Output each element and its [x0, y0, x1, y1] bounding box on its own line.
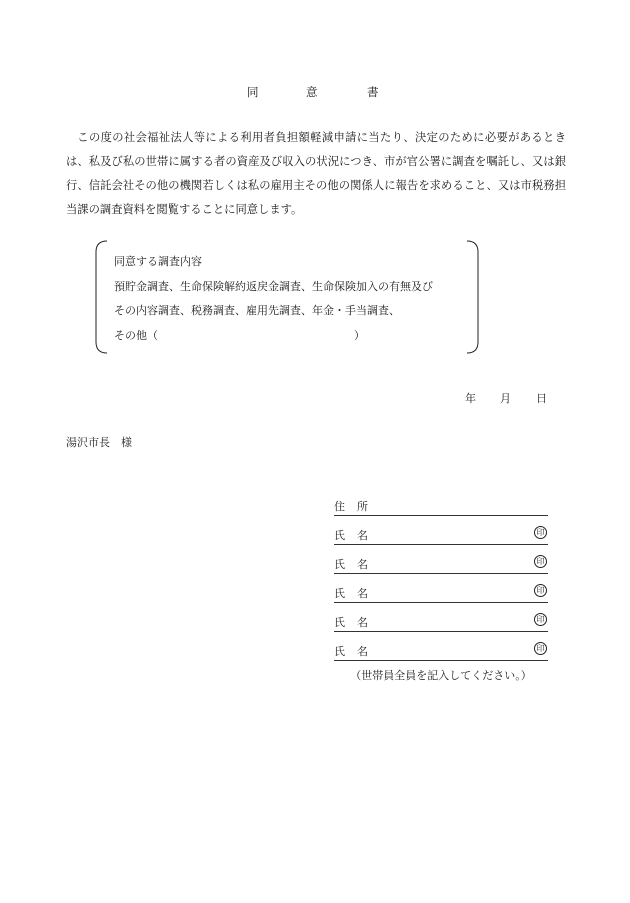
name-label-2: 名	[357, 616, 368, 629]
name-label-1: 氏	[334, 645, 345, 658]
name-label-2: 名	[357, 529, 368, 542]
address-label-2: 所	[357, 500, 368, 513]
name-label-1: 氏	[334, 587, 345, 600]
seal-icon: 印	[534, 526, 547, 539]
seal-icon: 印	[534, 642, 547, 655]
investigation-other	[114, 324, 433, 349]
name-field[interactable]	[334, 583, 548, 603]
household-note: （世帯員全員を記入してください。）	[350, 669, 532, 682]
title-char-2: 意	[306, 85, 318, 99]
seal-icon: 印	[534, 613, 547, 626]
address-field[interactable]	[334, 496, 548, 516]
name-field[interactable]	[334, 554, 548, 574]
seal-icon: 印	[534, 555, 547, 568]
seal-icon: 印	[534, 584, 547, 597]
date-year: 年	[465, 392, 476, 405]
date-day: 日	[536, 392, 547, 405]
address-label-1: 住	[334, 500, 345, 513]
addressee: 湯沢市長 様	[66, 436, 132, 449]
investigation-line-1: 預貯金調査、生命保険解約返戻金調査、生命保険加入の有無及び	[114, 279, 433, 293]
consent-body-text: この度の社会福祉法人等による利用者負担額軽減申請に当たり、決定のために必要があるときは、私及び私の世帯に属する者の資産及び収入の状況につき、市が官公署に調査を嘱託し、又は銀行、信託会社その他の機関若しくは私の雇用主その他の関係人に報告を求めること、又は市税務担当課の調査資料を閲覧することに同意します。	[66, 131, 566, 216]
title-char-1: 同	[247, 85, 259, 99]
investigation-heading: 同意する調査内容	[114, 255, 202, 268]
other-close: ）	[354, 328, 365, 342]
name-label-1: 氏	[334, 558, 345, 571]
name-field[interactable]	[334, 641, 548, 661]
name-label-2: 名	[357, 645, 368, 658]
name-label-2: 名	[357, 558, 368, 571]
name-label-1: 氏	[334, 616, 345, 629]
title-char-3: 書	[367, 85, 379, 99]
name-field[interactable]	[334, 525, 548, 545]
other-open: その他（	[114, 328, 158, 342]
name-field[interactable]	[334, 612, 548, 632]
name-label-1: 氏	[334, 529, 345, 542]
investigation-box	[95, 240, 479, 354]
name-label-2: 名	[357, 587, 368, 600]
date-month: 月	[500, 392, 511, 405]
investigation-line-2: その内容調査、税務調査、雇用先調査、年金・手当調査、	[114, 304, 400, 317]
signature-block	[334, 496, 548, 670]
